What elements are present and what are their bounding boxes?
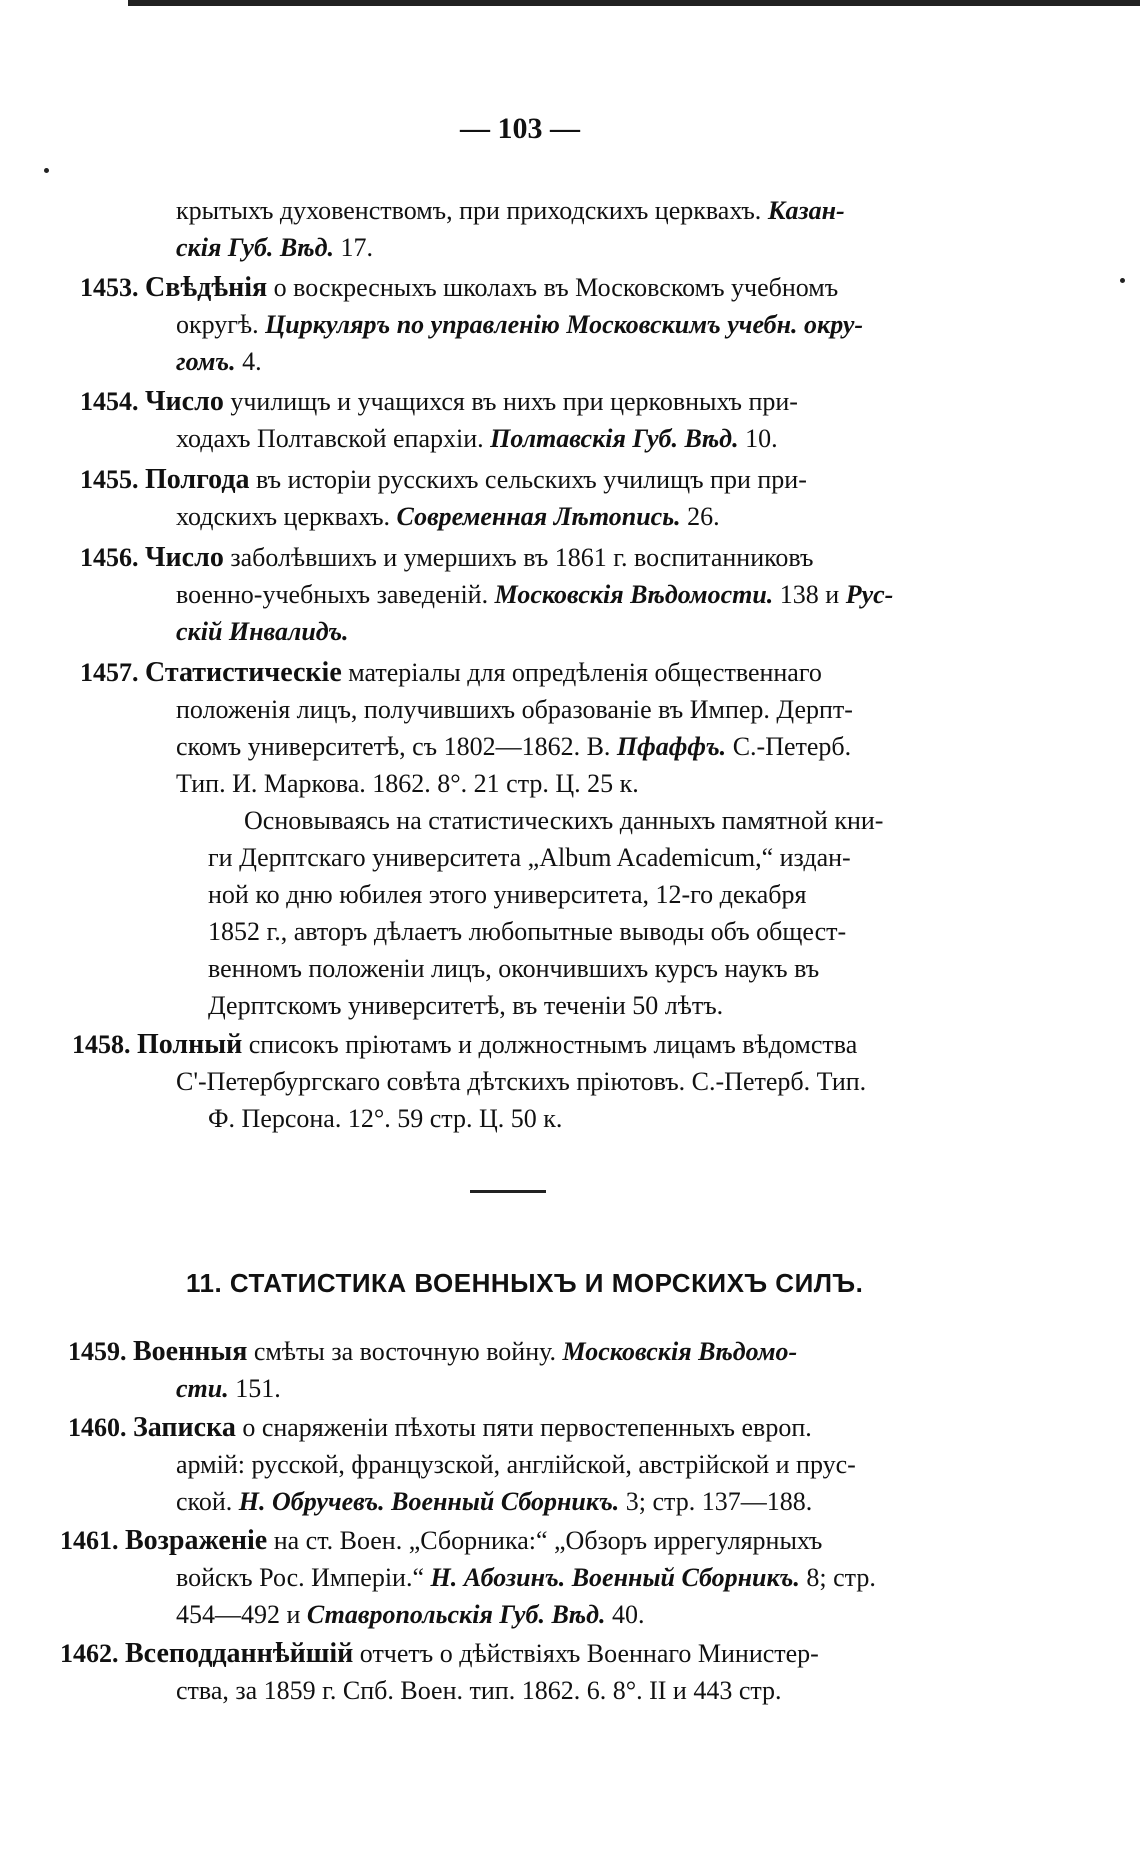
entry-1462-line-1: 1462. Всеподданнѣйшій отчетъ о дѣйствіяхъ Военнаго Министер- xyxy=(60,1638,819,1669)
entry-1459-line-2: сти. 151. xyxy=(176,1374,281,1403)
entry-1460-line-3: ской. Н. Обручевъ. Военный Сборникъ. 3; стр. 137—188. xyxy=(176,1487,813,1516)
entry-1457-line-3: скомъ университетѣ, съ 1802—1862. В. Пфаффъ. С.-Петерб. xyxy=(176,732,852,761)
entry-1453-line-2: округѣ. Циркуляръ по управленію Московскимъ учебн. окру- xyxy=(176,310,864,339)
entry-1461-line-2: войскъ Рос. Имперіи.“ Н. Абозинъ. Военный Сборникъ. 8; стр. xyxy=(176,1563,876,1592)
annotation-line-1: Основываясь на статистическихъ данныхъ памятной кни- xyxy=(244,806,884,835)
entry-1458-line-3: Ф. Персона. 12°. 59 стр. Ц. 50 к. xyxy=(208,1104,563,1133)
entry-1453-line-3: гомъ. 4. xyxy=(176,347,262,376)
section-divider xyxy=(470,1190,546,1193)
speck xyxy=(44,168,49,173)
entry-1453-line-1: 1453. Свѣдѣнія о воскресныхъ школахъ въ Московскомъ учебномъ xyxy=(80,272,839,303)
section-heading: 11. СТАТИСТИКА ВОЕННЫХЪ И МОРСКИХЪ СИЛЪ. xyxy=(186,1268,864,1298)
entry-1459-line-1: 1459. Военныя смѣты за восточную войну. Московскія Вѣдомо- xyxy=(68,1336,798,1367)
entry-1460-line-2: армій: русской, французской, англійской, австрійской и прус- xyxy=(176,1450,856,1479)
entry-1455-line-2: ходскихъ церквахъ. Современная Лѣтопись. 26. xyxy=(176,502,720,531)
entry-1456-line-2: военно-учебныхъ заведеній. Московскія Вѣдомости. 138 и Рус- xyxy=(176,580,894,609)
annotation-line-4: 1852 г., авторъ дѣлаетъ любопытные выводы объ общест- xyxy=(208,917,847,946)
entry-1454-line-1: 1454. Число училищъ и учащихся въ нихъ при церковныхъ при- xyxy=(80,386,798,417)
top-border-rule xyxy=(128,0,1140,6)
speck xyxy=(1120,278,1125,283)
entry-1456-line-1: 1456. Число заболѣвшихъ и умершихъ въ 1861 г. воспитанниковъ xyxy=(80,542,814,573)
annotation-line-6: Дерптскомъ университетѣ, въ теченіи 50 лѣтъ. xyxy=(208,991,724,1020)
entry-continuation-line-1: крытыхъ духовенствомъ, при приходскихъ церквахъ. Казан- xyxy=(176,196,845,225)
entry-1458-line-1: 1458. Полный списокъ пріютамъ и должностнымъ лицамъ вѣдомства xyxy=(72,1029,858,1060)
entry-continuation-line-2: скія Губ. Вѣд. 17. xyxy=(176,233,374,262)
annotation-line-2: ги Дерптскаго университета „Album Academicum,“ издан- xyxy=(208,843,851,872)
entry-1458-line-2: С'-Петербургскаго совѣта дѣтскихъ пріютовъ. С.-Петерб. Тип. xyxy=(176,1067,867,1096)
entry-1456-line-3: скій Инвалидъ. xyxy=(176,617,349,646)
entry-1457-line-1: 1457. Статистическіе матеріалы для опредѣленія общественнаго xyxy=(80,657,822,688)
entry-1461-line-3: 454—492 и Ставропольскія Губ. Вѣд. 40. xyxy=(176,1600,645,1629)
annotation-line-5: венномъ положеніи лицъ, окончившихъ курсъ наукъ въ xyxy=(208,954,820,983)
entry-1457-line-2: положенія лицъ, получившихъ образованіе въ Импер. Дерпт- xyxy=(176,695,853,724)
entry-1454-line-2: ходахъ Полтавской епархіи. Полтавскія Губ. Вѣд. 10. xyxy=(176,424,778,453)
entry-1462-line-2: ства, за 1859 г. Спб. Воен. тип. 1862. 6. 8°. II и 443 стр. xyxy=(176,1676,782,1705)
entry-1461-line-1: 1461. Возраженіе на ст. Воен. „Сборника:“ „Обзоръ иррегулярныхъ xyxy=(60,1525,823,1556)
page-number: — 103 — xyxy=(460,112,580,145)
entry-1455-line-1: 1455. Полгода въ исторіи русскихъ сельскихъ училищъ при при- xyxy=(80,464,807,495)
entry-1460-line-1: 1460. Записка о снаряженіи пѣхоты пяти первостепенныхъ европ. xyxy=(68,1412,812,1443)
entry-1457-line-4: Тип. И. Маркова. 1862. 8°. 21 стр. Ц. 25 к. xyxy=(176,769,639,798)
annotation-line-3: ной ко дню юбилея этого университета, 12-го декабря xyxy=(208,880,807,909)
